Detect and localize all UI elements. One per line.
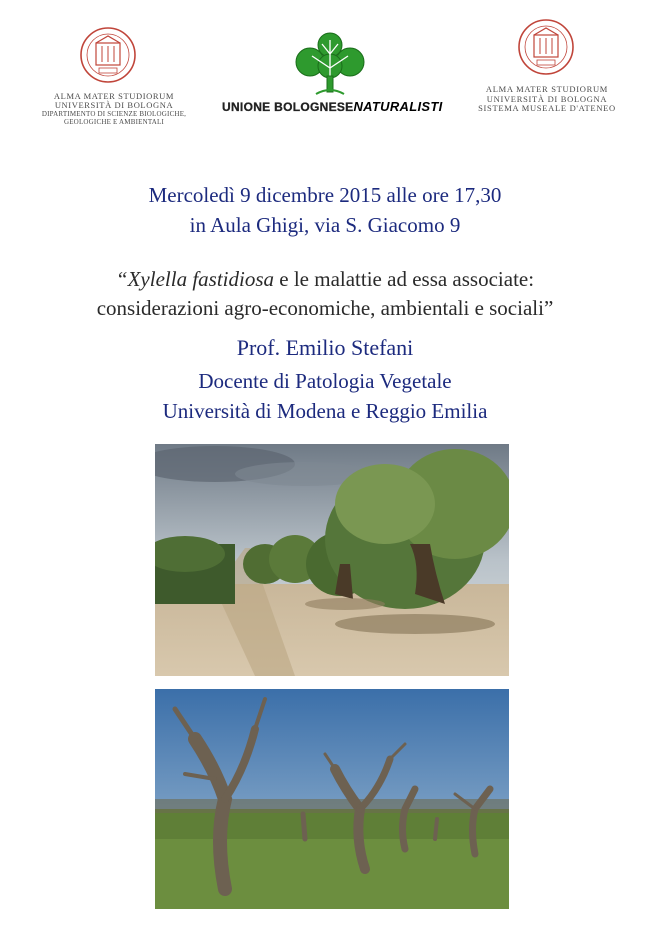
left-org-line: UNIVERSITÀ DI BOLOGNA [54,100,174,110]
speaker-role: Docente di Patologia Vegetale [198,369,452,393]
speaker-affiliation: Università di Modena e Reggio Emilia [162,399,488,423]
olive-trees-dead-photo [155,689,509,909]
right-org-line: SISTEMA MUSEALE D'ATENEO [478,103,616,113]
talk-title-species: “Xylella fastidiosa [115,267,275,291]
right-org-line: ALMA MATER STUDIORUM [485,84,609,94]
tree-logo-icon [290,28,370,98]
university-seal-icon [79,26,137,84]
talk-title-rest: e le malattie ad essa associate: [274,267,535,291]
header [0,0,650,140]
ubn-logo-text [222,99,443,117]
talk-title-line-2: considerazioni agro-economiche, ambientali e sociali” [96,296,554,320]
right-org-line: UNIVERSITÀ DI BOLOGNA [486,93,608,104]
left-org-dept-line: DIPARTIMENTO DI SCIENZE BIOLOGICHE, [41,110,187,118]
speaker-name: Prof. Emilio Stefani [236,335,414,360]
ubn-name-post: NATURALISTI [353,99,443,114]
olive-grove-healthy-photo [155,444,509,676]
right-org-name [478,85,616,114]
university-seal-icon [517,18,575,76]
left-org-name [34,92,194,126]
talk-title-line-1 [0,267,650,292]
event-date: Mercoledì 9 dicembre 2015 alle ore 17,30 [148,183,502,207]
left-org-line: ALMA MATER STUDIORUM [53,91,175,101]
left-org-dept-line: GEOLOGICHE E AMBIENTALI [63,118,165,126]
ubn-name-pre: UNIONE BOLOGNESE [222,100,354,114]
event-venue: in Aula Ghigi, via S. Giacomo 9 [189,213,461,237]
